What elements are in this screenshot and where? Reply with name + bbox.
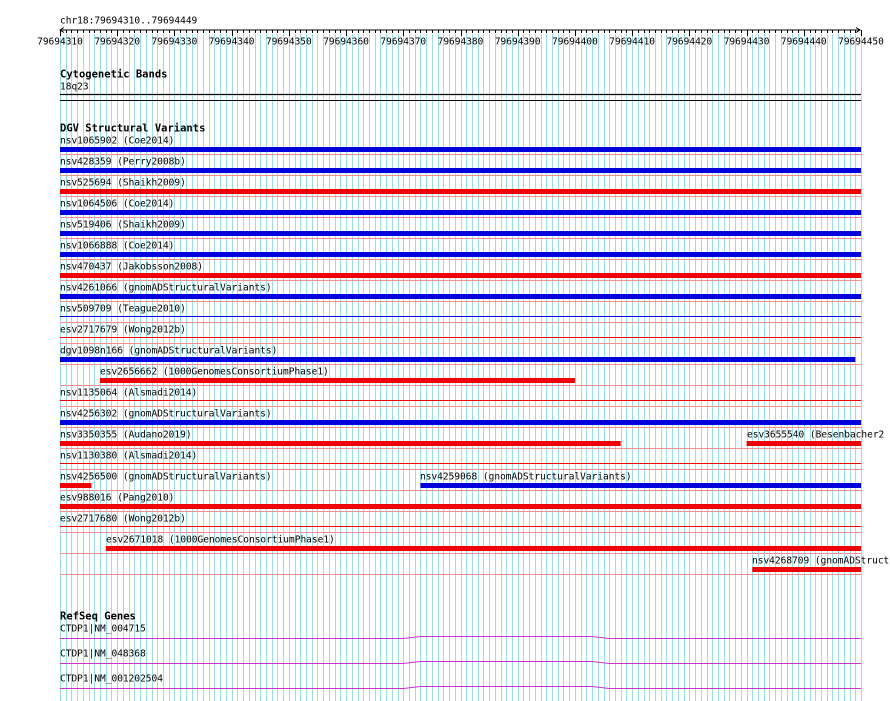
variant-label[interactable]: nsv519406 (Shaikh2009) bbox=[60, 219, 186, 231]
variant-feature-gain[interactable] bbox=[420, 483, 861, 488]
variant-feature-gain[interactable] bbox=[60, 420, 861, 425]
ruler-ticks bbox=[37, 30, 884, 48]
gene-label[interactable]: CTDP1|NM_048368 bbox=[60, 648, 146, 660]
ruler-tick-label: 79694400 bbox=[552, 36, 598, 48]
variant-label[interactable]: nsv1135064 (Alsmadi2014) bbox=[60, 387, 198, 399]
variant-row-separators bbox=[60, 155, 861, 575]
variant-feature-gain[interactable] bbox=[60, 252, 861, 257]
variant-feature-loss[interactable] bbox=[60, 273, 861, 278]
ruler-tick-label: 79694390 bbox=[494, 36, 541, 48]
variant-label[interactable]: nsv1064506 (Coe2014) bbox=[60, 198, 175, 210]
variant-label[interactable]: nsv3350355 (Audano2019) bbox=[60, 429, 192, 441]
variant-feature-loss[interactable] bbox=[60, 504, 861, 509]
variant-label[interactable]: nsv525694 (Shaikh2009) bbox=[60, 177, 186, 189]
variant-label[interactable]: esv3655540 (Besenbacher2 bbox=[747, 429, 885, 441]
variant-feature-loss[interactable] bbox=[60, 483, 91, 488]
ruler-tick-label: 79694370 bbox=[380, 36, 427, 48]
variant-label[interactable]: esv2717679 (Wong2012b) bbox=[60, 324, 186, 336]
variant-feature-loss[interactable] bbox=[106, 546, 861, 551]
variant-label[interactable]: nsv470437 (Jakobsson2008) bbox=[60, 261, 203, 273]
ruler-tick-label: 79694410 bbox=[609, 36, 656, 48]
ruler-tick-label: 79694350 bbox=[265, 36, 312, 48]
cytoband-label[interactable]: 18q23 bbox=[60, 81, 89, 93]
variant-feature-gain[interactable] bbox=[60, 231, 861, 236]
variant-label[interactable]: esv988016 (Pang2010) bbox=[60, 492, 175, 504]
variant-feature-gain[interactable] bbox=[60, 294, 861, 299]
variant-label[interactable]: esv2671018 (1000GenomesConsortiumPhase1) bbox=[106, 534, 335, 546]
dgv-track-title: DGV Structural Variants bbox=[60, 122, 206, 135]
ruler-tick-label: 79694310 bbox=[37, 36, 83, 48]
variant-label[interactable]: nsv428359 (Perry2008b) bbox=[60, 156, 186, 168]
variant-label[interactable]: nsv1065902 (Coe2014) bbox=[60, 135, 175, 147]
ruler-tick-label: 79694320 bbox=[94, 36, 141, 48]
gene-label[interactable]: CTDP1|NM_001202504 bbox=[60, 673, 163, 685]
refseq-track-title: RefSeq Genes bbox=[60, 610, 136, 623]
variant-label[interactable]: dgv1098n166 (gnomADStructuralVariants) bbox=[60, 345, 278, 357]
variant-feature-loss[interactable] bbox=[100, 378, 575, 383]
variant-feature-loss[interactable] bbox=[60, 189, 861, 194]
variant-label[interactable]: esv2656662 (1000GenomesConsortiumPhase1) bbox=[100, 366, 329, 378]
variant-label[interactable]: nsv4261066 (gnomADStructuralVariants) bbox=[60, 282, 272, 294]
ruler-tick-label: 79694450 bbox=[838, 36, 884, 48]
ruler[interactable] bbox=[37, 16, 884, 48]
variant-label[interactable]: esv2717680 (Wong2012b) bbox=[60, 513, 186, 525]
ruler-tick-label: 79694430 bbox=[723, 36, 770, 48]
variant-label[interactable]: nsv4256302 (gnomADStructuralVariants) bbox=[60, 408, 272, 420]
ruler-tick-label: 79694420 bbox=[666, 36, 713, 48]
ruler-tick-label: 79694440 bbox=[780, 36, 827, 48]
variant-feature-gain[interactable] bbox=[60, 147, 861, 152]
gene-label[interactable]: CTDP1|NM_004715 bbox=[60, 623, 146, 635]
variant-label[interactable]: nsv4268709 (gnomADStruct bbox=[752, 555, 890, 567]
variant-feature-gain[interactable] bbox=[60, 210, 861, 215]
variant-feature-loss[interactable] bbox=[747, 441, 861, 446]
ruler-tick-label: 79694330 bbox=[151, 36, 198, 48]
ruler-tick-label: 79694360 bbox=[323, 36, 369, 48]
variant-label[interactable]: nsv4256500 (gnomADStructuralVariants) bbox=[60, 471, 272, 483]
variant-label[interactable]: nsv1130380 (Alsmadi2014) bbox=[60, 450, 198, 462]
variant-feature-gain[interactable] bbox=[60, 357, 855, 362]
variant-label[interactable]: nsv4259068 (gnomADStructuralVariants) bbox=[420, 471, 632, 483]
variant-label[interactable]: nsv1066888 (Coe2014) bbox=[60, 240, 175, 252]
variant-feature-loss[interactable] bbox=[60, 441, 621, 446]
variant-label[interactable]: nsv509709 (Teague2010) bbox=[60, 303, 186, 315]
variant-feature-gain[interactable] bbox=[60, 168, 861, 173]
ruler-tick-label: 79694340 bbox=[208, 36, 255, 48]
ruler-tick-label: 79694380 bbox=[437, 36, 484, 48]
cytoband-track-title: Cytogenetic Bands bbox=[60, 68, 168, 81]
variant-feature-loss[interactable] bbox=[752, 567, 861, 572]
region-label: chr18:79694310..79694449 bbox=[60, 15, 198, 27]
